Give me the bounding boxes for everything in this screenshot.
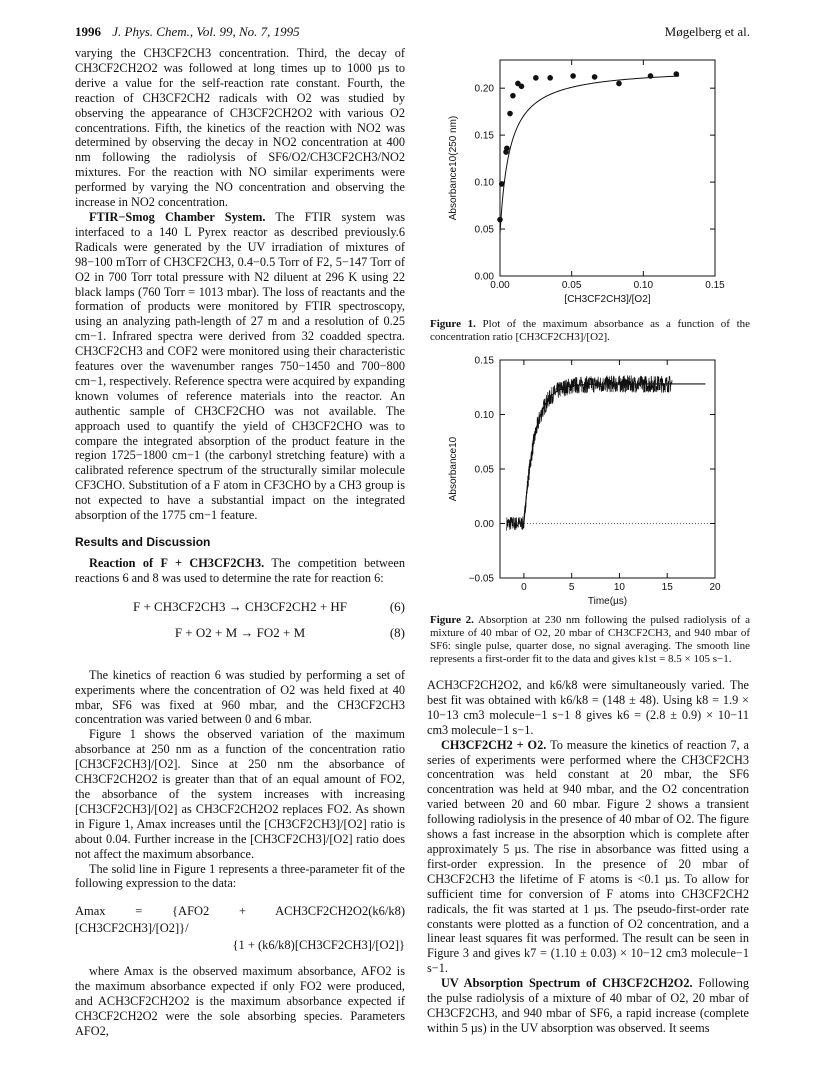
x-tick-label: 0 [521,582,527,593]
y-tick-label: 0.15 [474,130,494,142]
y-tick-label: −0.05 [468,573,494,585]
y-tick-label: 0.00 [474,519,494,530]
y-tick-label: 0.10 [474,410,494,421]
figure-1 [430,50,750,312]
paragraph-uv-spectrum [427,976,749,1036]
plot-frame [500,360,715,578]
data-point [507,111,513,117]
paragraph-fit-result: ACH3CF2CH2O2, and k6/k8 were simultaneously varied. The best fit was obtained with k6/k8 = (148 ± 48). Using k8 = 1.9 × 10−13 cm3 molecule−1 s−1 8 gives k6 = (2.8 ± 0.9) × 10−11 cm3 molecule−1 s−1. [427,678,749,737]
fit-curve [500,76,679,234]
paragraph-reaction-6 [75,556,405,586]
data-point [570,73,576,79]
equation-amax [75,903,405,954]
x-axis-label: [CH3CF2CH3]/[O2] [564,294,651,305]
figure-1-caption-label: Figure 1. [430,318,476,330]
y-tick-label: 0.15 [474,355,494,367]
running-header [75,24,750,44]
x-tick-label: 10 [613,582,626,593]
y-tick-label: 0.05 [474,464,494,476]
x-tick-label: 0.00 [490,280,510,291]
x-tick-label: 0.15 [705,280,725,291]
figure-2-caption-label: Figure 2. [430,614,474,626]
data-point [510,93,516,99]
reaction-body: The competition between reactions 6 and 8 was used to determine the rate for reaction 6: [75,555,405,585]
x-axis-label: Time(µs) [587,596,628,607]
data-point [592,74,598,80]
figure-2-caption [430,614,750,666]
figure-2-plot [430,352,750,614]
data-point [519,83,525,89]
uv-heading: UV Absorption Spectrum of CH3CF2CH2O2. [441,976,693,991]
y-tick-label: 0.00 [474,271,494,283]
ftir-body: The FTIR system was interfaced to a 140 L Pyrex reactor as described previously.6 Radicals were generated by the UV irradiation of mixtures of 98−100 mTorr of CH3CF2CH3, 0.4−0.5 Torr of F2, 5−147 Torr of O2 in 700 Torr total pressure with N2 diluent at 296 K using 22 black lamps (760 Torr = 1013 mbar). The loss of reactants and the formation of products were monitored by FTIR spectroscopy, using an analyzing path-length of 27 m and a resolution of 0.25 cm−1. Infrared spectra were derived from 32 coadded spectra. CH3CF2CH3 and COF2 were monitored using their characteristic features over the wavenumber ranges 750−1450 and 700−800 cm−1, respectively. Reference spectra were acquired by expanding known volumes of reference materials into the reactor. An authentic sample of CH3CF2CHO was not available. The approach used to quantify the yield of CH3CF2CHO was to compare the integrated absorption of the product feature in the region 1725−1800 cm−1 (the carbonyl stretching feature) with a calibrated reference spectrum of the structurally similar molecule CF3CHO. Substitution of a F atom in CF3CHO by a CH3 group is not expected to have a substantial impact on the integrated absorption of the 1775 cm−1 feature. [75,209,405,523]
paragraph-o2-reaction [427,738,749,977]
figure-1-plot [430,50,750,312]
equation-6-number: (6) [389,598,405,614]
data-point [616,81,622,87]
page-number: 1996 [75,24,101,39]
figure-1-caption [430,318,750,344]
left-column [75,46,405,1039]
authors: Møgelberg et al. [664,24,750,39]
y-tick-label: 0.05 [474,224,494,236]
data-point [499,181,505,187]
section-heading-results: Results and Discussion [75,535,211,549]
plot-frame [500,60,715,276]
o2-body: To measure the kinetics of reaction 7, a series of experiments were performed where the CH3CF2CH3 concentration was held constant at 20 mbar, the SF6 concentration was held at 940 mbar, and the O2 concentration varied between 20 and 60 mbar. Figure 2 shows a transient following radiolysis in the presence of 40 mbar of O2. The figure shows a fast increase in the absorption which is complete after approximately 5 µs. The rise in absorbance was fitted using a first-order expression. In the presence of 20 mbar of CH3CF2CH3 the lifetime of F atoms is <0.1 µs. To allow for sufficient time for conversion of F atoms into CH3CF2CH2 radicals, the fit was started at 1 µs. The pseudo-first-order rate constants were plotted as a function of O2 concentration, and a linear least squares fit was performed. The result can be seen in Figure 3 and gives k7 = (1.10 ± 0.03) × 10−12 cm3 molecule−1 s−1. [427,737,750,976]
paragraph-methods: varying the CH3CF2CH3 concentration. Third, the decay of CH3CF2CH2O2 was followed at long times up to 1000 µs to derive a value for the self-reaction rate constant. Fourth, the reaction of CH3CF2CH2 radicals with O2 was studied by observing the appearance of CH3CF2CH2O2 with various O2 concentrations. Fifth, the kinetics of the reaction with NO2 was determined by observing the decay in NO2 concentration at 400 nm following the radiolysis of SF6/O2/CH3CF2CH3/NO2 mixtures. For the reaction with NO similar experiments were performed by varying the NO concentration and observing the increase in NO2 concentration. [75,46,405,210]
paragraph-kinetics: The kinetics of reaction 6 was studied by performing a set of experiments where the concentration of O2 was held fixed at 40 mbar, SF6 was fixed at 960 mbar, and the CH3CF2CH3 concentration was varied between 0 and 6 mbar. [75,667,405,727]
x-tick-label: 15 [661,582,673,593]
y-axis-label: Absorbance10(250 nm) [448,115,459,221]
uv-body: Following the pulse radiolysis of a mixture of 40 mbar of O2, 20 mbar of CH3CF2CH3, and 940 mbar of SF6, a rapid increase (complete within 5 µs) in the UV absorption was observed. It seems [427,976,749,1035]
paragraph-fit: The solid line in Figure 1 represents a three-parameter fit of the following expression to the data: [75,861,405,891]
x-tick-label: 0.10 [633,280,654,291]
journal-citation: J. Phys. Chem., Vol. 99, No. 7, 1995 [112,24,300,39]
reaction-heading: Reaction of F + CH3CF2CH3. [89,555,265,570]
x-tick-label: 20 [709,582,721,593]
right-column [427,678,749,1036]
data-point [648,73,654,79]
x-tick-label: 5 [568,582,575,593]
paragraph-figure1-discussion: Figure 1 shows the observed variation of the maximum absorbance at 250 nm as a function of the concentration ratio [CH3CF2CH3]/[O2]. Since at 250 nm the absorbance of CH3CF2CH2O2 is greater than that of an equal amount of FO2, the absorbance of the system increases with increasing [CH3CF2CH3]/[O2] as CH3CF2CH2O2 replaces FO2. As shown in Figure 1, Amax increases until the [CH3CF2CH3]/[O2] ratio is about 0.04. Further increase in the [CH3CF2CH3]/[O2] ratio does not affect the maximum absorbance. [75,727,405,861]
equation-amax-line1: Amax = {AFO2 + ACH3CF2CH2O2(k6/k8)[CH3CF2CH3]/[O2]}/ [75,904,405,936]
y-axis-label: Absorbance10 [448,436,459,502]
first-order-fit [524,384,706,524]
figure-2-caption-text: Absorption at 230 nm following the pulsed radiolysis of a mixture of 40 mbar of O2, 20 mbar of CH3CF2CH3, and 940 mbar of SF6: single pulse, quarter dose, no signal averaging. The smooth line represents a first-order fit to the data and gives k1st = 8.5 × 105 s−1. [430,614,750,665]
data-point [533,75,539,81]
y-tick-label: 0.20 [474,83,494,95]
figure-1-caption-text: Plot of the maximum absorbance as a function of the concentration ratio [CH3CF2CH3]/[O2]. [430,318,751,343]
data-point [504,145,510,151]
equation-8-number: (8) [389,624,405,640]
equation-6-text: F + CH3CF2CH3 → CH3CF2CH2 + HF [132,598,348,614]
paragraph-where: where Amax is the observed maximum absorbance, AFO2 is the maximum absorbance expected if only FO2 were produced, and ACH3CF2CH2O2 is the maximum absorbance expected if CH3CF2CH2O2 were the sole absorbing species. Parameters AFO2, [75,964,405,1038]
equation-8 [75,626,405,646]
data-point [674,71,680,77]
o2-heading: CH3CF2CH2 + O2. [441,737,547,752]
ftir-heading: FTIR−Smog Chamber System. [89,209,266,224]
data-point [497,217,503,223]
equation-6 [75,600,405,620]
data-point [547,75,553,81]
x-tick-label: 0.05 [561,280,582,291]
equation-amax-line2: {1 + (k6/k8)[CH3CF2CH3]/[O2]} [232,938,405,953]
figure-2 [430,352,750,614]
y-tick-label: 0.10 [474,177,494,189]
paragraph-ftir [75,210,405,523]
equation-8-text: F + O2 + M → FO2 + M [174,624,306,640]
